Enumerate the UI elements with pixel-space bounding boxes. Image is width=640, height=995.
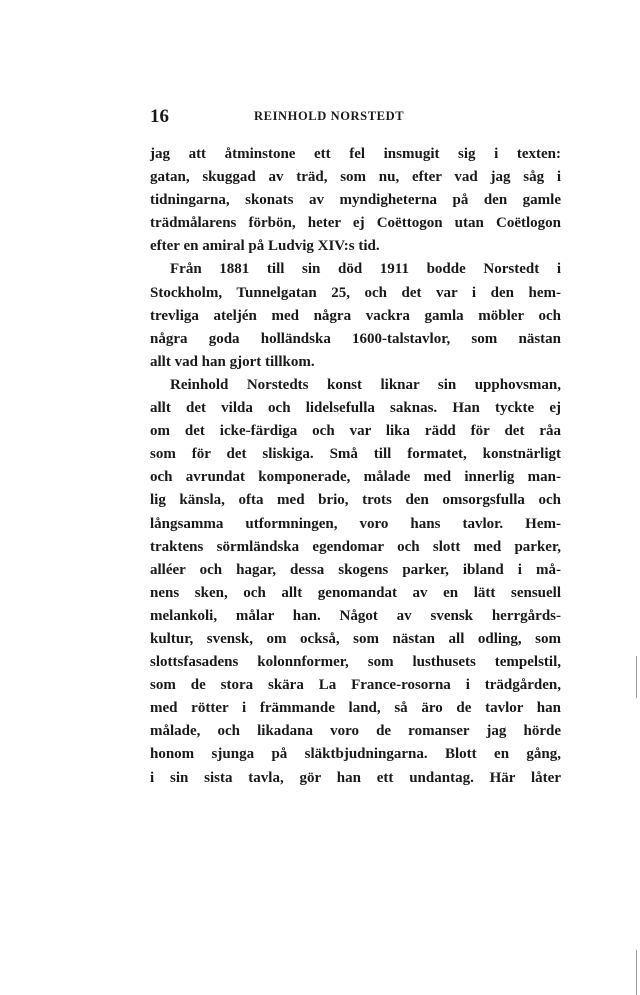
text-line: allt det vilda och lidelsefulla saknas. Han tyckte ej	[150, 400, 561, 417]
text-line: några goda holländska 1600-talstavlor, som nästan	[150, 330, 561, 347]
text-line: alléer och hagar, dessa skogens parker, ibland i må-	[150, 561, 561, 578]
paragraph-first-line: Från 1881 till sin död 1911 bodde Norstedt i	[170, 261, 561, 278]
text-line: efter en amiral på Ludvig XIV:s tid.	[150, 238, 380, 255]
text-line: trädmålarens förbön, heter ej Coëttogon utan Coëtlogon	[150, 215, 561, 232]
text-line: Stockholm, Tunnelgatan 25, och det var i den hem-	[150, 284, 561, 301]
text-line: nens sken, och allt genomandat av en lätt sensuell	[150, 584, 561, 601]
text-line: som de stora skära La France-rosorna i trädgården,	[150, 677, 561, 694]
text-line: lig känsla, ofta med brio, trots den omsorgsfulla och	[150, 492, 561, 509]
text-line: honom sjunga på släktbjudningarna. Blott en gång,	[150, 746, 561, 763]
text-line: som för det sliskiga. Små till formatet, konstnärligt	[150, 446, 561, 463]
text-line: om det icke-färdiga och var lika rädd för det råa	[150, 423, 561, 440]
text-line: målade, och likadana voro de romanser jag hörde	[150, 723, 561, 740]
text-line: trevliga ateljén med några vackra gamla möbler och	[150, 307, 561, 324]
text-line: traktens sörmländska egendomar och slott med parker,	[150, 538, 561, 555]
text-line: melankoli, målar han. Något av svensk herrgårds-	[150, 607, 561, 624]
text-line: allt vad han gjort tillkom.	[150, 353, 315, 370]
running-head: REINHOLD NORSTEDT	[254, 109, 405, 123]
text-line: och avrundat komponerade, målade med innerlig man-	[150, 469, 561, 486]
text-line: tidningarna, skonats av myndigheterna på den gamle	[150, 192, 561, 209]
scan-edge-mark	[636, 656, 637, 698]
paragraph-first-line: Reinhold Norstedts konst liknar sin upphovsman,	[170, 376, 561, 393]
text-line: gatan, skuggad av träd, som nu, efter vad jag såg i	[150, 169, 561, 186]
page-number: 16	[150, 106, 169, 127]
text-line: slottsfasadens kolonnformer, som lusthusets tempelstil,	[150, 654, 561, 671]
text-line: med rötter i främmande land, så äro de tavlor han	[150, 700, 561, 717]
body-text	[150, 143, 561, 790]
text-line: långsamma utformningen, voro hans tavlor. Hem-	[150, 515, 561, 532]
page-header	[150, 106, 560, 130]
text-line: kultur, svensk, om också, som nästan all odling, som	[150, 630, 561, 647]
scan-edge-mark	[636, 950, 637, 995]
text-line: i sin sista tavla, gör han ett undantag. Här låter	[150, 769, 561, 786]
text-line: jag att åtminstone ett fel insmugit sig i texten:	[150, 146, 561, 162]
